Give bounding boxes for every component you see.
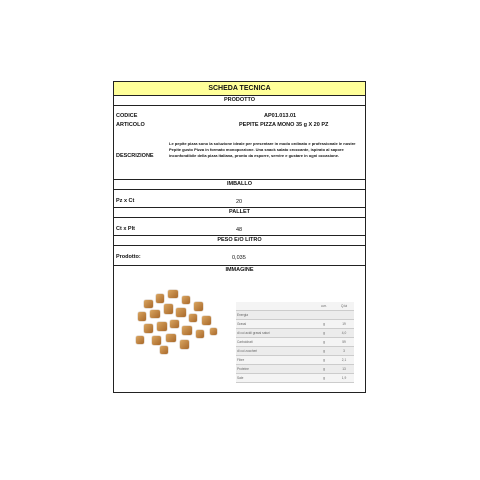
nutrition-row: [236, 338, 354, 347]
nutrition-cell: Energia: [236, 311, 314, 320]
nutrition-cell: 1,9: [334, 374, 354, 383]
pallet-label: Ct x Plt: [116, 226, 135, 232]
articolo-label: ARTICOLO: [116, 122, 145, 128]
nutrition-row: [236, 311, 354, 320]
pallet-value: 48: [236, 227, 243, 233]
nutrition-cell: g: [314, 320, 334, 329]
nutrition-cell: [334, 311, 354, 320]
nutrition-cell: g: [314, 338, 334, 347]
nutrition-row: [236, 320, 354, 329]
nutrition-cell: 59: [334, 338, 354, 347]
nutrition-cell: g: [314, 374, 334, 383]
section-peso: PESO E/O LITRO: [217, 237, 262, 243]
nutrition-cell: 4,0: [334, 329, 354, 338]
product-photo: [124, 280, 234, 370]
peso-value: 0,035: [232, 255, 246, 261]
nutrition-row: [236, 356, 354, 365]
nutrition-header-cell: [236, 302, 314, 311]
peso-label: Prodotto:: [116, 254, 141, 260]
codice-value: AP01.013.01: [264, 113, 297, 119]
nutrition-row: [236, 374, 354, 383]
nutrition-header-cell: u.m.: [314, 302, 334, 311]
section-prodotto: PRODOTTO: [223, 97, 256, 103]
codice-label: CODICE: [116, 113, 138, 119]
nutrition-cell: Carboidrati: [236, 338, 314, 347]
nutrition-cell: di cui acidi grassi saturi: [236, 329, 314, 338]
nutrition-row: [236, 365, 354, 374]
nutrition-header-cell: Q.tà: [334, 302, 354, 311]
nutrition-cell: 13: [334, 365, 354, 374]
descrizione-label: DESCRIZIONE: [116, 153, 154, 159]
nutrition-cell: g: [314, 356, 334, 365]
section-immagine: IMMAGINE: [225, 267, 254, 273]
imballo-value: 20: [236, 199, 243, 205]
nutrition-cell: Sale: [236, 374, 314, 383]
nutrition-cell: Proteine: [236, 365, 314, 374]
nutrition-row: [236, 347, 354, 356]
nutrition-cell: g: [314, 329, 334, 338]
descrizione-value: Le pepite pizza sono la soluzione ideale per presentare in modo ordinato e professionale le nostre Pepite gusto Pizza in formato monoporzione. Una snack salato croccante, ispirato al sapore inconfondibile della pizza italiana, pronto da esporre, servire e gustare in ogni occasione.: [169, 141, 356, 158]
nutrition-cell: g: [314, 347, 334, 356]
nutrition-cell: 19: [334, 320, 354, 329]
nutrition-table: [236, 302, 354, 383]
sheet-title: SCHEDA TECNICA: [114, 82, 365, 96]
section-pallet: PALLET: [229, 209, 250, 215]
nutrition-cell: g: [314, 365, 334, 374]
articolo-value: PEPITE PIZZA MONO 35 g X 20 PZ: [239, 122, 329, 128]
nutrition-header-row: [236, 302, 354, 311]
nutrition-cell: 2,1: [334, 356, 354, 365]
section-imballo: IMBALLO: [226, 181, 253, 187]
imballo-label: Pz x Ct: [116, 198, 135, 204]
nutrition-cell: 3: [334, 347, 354, 356]
nutrition-row: [236, 329, 354, 338]
nutrition-cell: di cui zuccheri: [236, 347, 314, 356]
nutrition-cell: [314, 311, 334, 320]
nutrition-cell: Fibre: [236, 356, 314, 365]
technical-sheet: [113, 81, 366, 393]
nutrition-cell: Grassi: [236, 320, 314, 329]
